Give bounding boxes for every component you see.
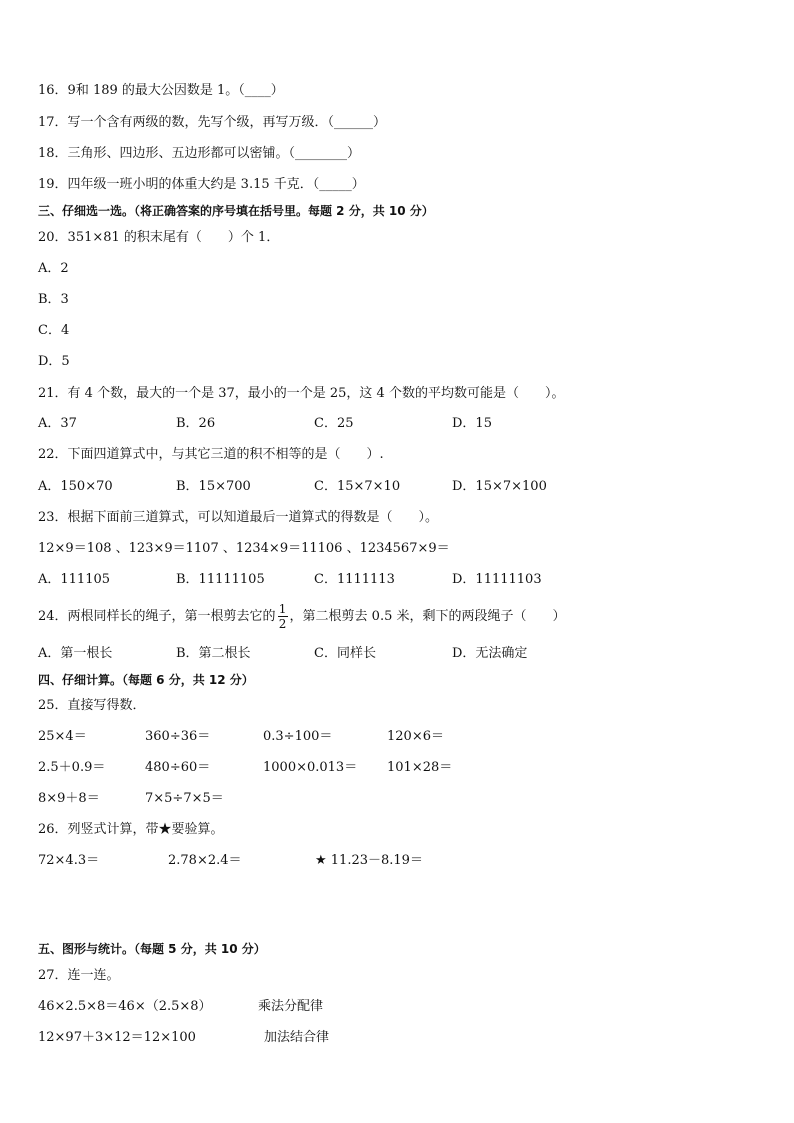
q26-item: 2.78×2.4＝ bbox=[168, 853, 242, 868]
q27-right-item: 加法结合律 bbox=[264, 1030, 330, 1045]
q25-item: 120×6＝ bbox=[387, 729, 444, 744]
q16: 16．9和 189 的最大公因数是 1。（____） bbox=[38, 83, 284, 98]
q20-option-d: D．5 bbox=[38, 354, 70, 369]
q21-option-b: B．26 bbox=[176, 416, 216, 431]
q27-right-item: 乘法分配律 bbox=[258, 999, 324, 1014]
q24 bbox=[38, 603, 566, 631]
q27-left-item: 46×2.5×8＝46×（2.5×8） bbox=[38, 999, 212, 1014]
fraction-one-half bbox=[278, 603, 288, 630]
q17: 17．写一个含有两级的数，先写个级，再写万级．（______） bbox=[38, 115, 387, 130]
q21: 21．有 4 个数，最大的一个是 37，最小的一个是 25，这 4 个数的平均数可能是（ ）。 bbox=[38, 386, 565, 401]
q25-item: 2.5＋0.9＝ bbox=[38, 760, 106, 775]
q26-item-star: ★ 11.23－8.19＝ bbox=[315, 853, 423, 868]
q21-option-a: A．37 bbox=[38, 416, 77, 431]
q22-option-d: D．15×7×100 bbox=[452, 479, 547, 494]
q20-option-c: C．4 bbox=[38, 323, 70, 338]
section-5-heading: 五、图形与统计。（每题 5 分，共 10 分） bbox=[38, 942, 266, 956]
q27: 27．连一连。 bbox=[38, 968, 120, 983]
q21-option-c: C．25 bbox=[314, 416, 354, 431]
fraction-numerator: 1 bbox=[278, 602, 287, 616]
q20-option-b: B．3 bbox=[38, 292, 69, 307]
q25-item: 8×9＋8＝ bbox=[38, 791, 100, 806]
q22-option-a: A．150×70 bbox=[38, 479, 113, 494]
section-3-heading: 三、仔细选一选。（将正确答案的序号填在括号里。每题 2 分，共 10 分） bbox=[38, 204, 434, 218]
q24-option-c: C．同样长 bbox=[314, 646, 376, 661]
q23-formula: 12×9＝108 、123×9＝1107 、1234×9＝11106 、1234567×9＝ bbox=[38, 541, 450, 556]
q22: 22．下面四道算式中，与其它三道的积不相等的是（ ）. bbox=[38, 447, 384, 462]
q25-item: 1000×0.013＝ bbox=[263, 760, 358, 775]
q24-option-d: D．无法确定 bbox=[452, 646, 528, 661]
q18: 18．三角形、四边形、五边形都可以密铺。（________） bbox=[38, 146, 361, 161]
q24-text-2: ，第二根剪去 0.5 米，剩下的两段绳子（ ） bbox=[289, 609, 566, 624]
q19: 19．四年级一班小明的体重大约是 3.15 千克．（_____） bbox=[38, 177, 365, 192]
q22-option-b: B．15×700 bbox=[176, 479, 251, 494]
q25-item: 7×5÷7×5＝ bbox=[145, 791, 224, 806]
q25-item: 360÷36＝ bbox=[145, 729, 211, 744]
section-4-heading: 四、仔细计算。（每题 6 分，共 12 分） bbox=[38, 673, 254, 687]
q23: 23．根据下面前三道算式，可以知道最后一道算式的得数是（ ）。 bbox=[38, 510, 439, 525]
q24-option-a: A．第一根长 bbox=[38, 646, 113, 661]
q22-option-c: C．15×7×10 bbox=[314, 479, 401, 494]
q23-option-a: A．111105 bbox=[38, 572, 111, 587]
q26-item: 72×4.3＝ bbox=[38, 853, 100, 868]
q23-option-c: C．1111113 bbox=[314, 572, 395, 587]
q24-text-1: 24．两根同样长的绳子，第一根剪去它的 bbox=[38, 609, 276, 624]
q20: 20．351×81 的积末尾有（ ）个 1． bbox=[38, 230, 280, 245]
q21-option-d: D．15 bbox=[452, 416, 492, 431]
q26: 26．列竖式计算，带★要验算。 bbox=[38, 822, 224, 837]
q23-option-b: B．11111105 bbox=[176, 572, 265, 587]
q25-item: 101×28＝ bbox=[387, 760, 453, 775]
q25-item: 25×4＝ bbox=[38, 729, 87, 744]
q20-option-a: A．2 bbox=[38, 261, 69, 276]
q27-left-item: 12×97＋3×12＝12×100 bbox=[38, 1030, 196, 1045]
q25: 25．直接写得数． bbox=[38, 698, 146, 713]
q23-option-d: D．11111103 bbox=[452, 572, 542, 587]
q25-item: 0.3÷100＝ bbox=[263, 729, 333, 744]
fraction-denominator: 2 bbox=[278, 617, 287, 631]
q25-item: 480÷60＝ bbox=[145, 760, 211, 775]
q24-option-b: B．第二根长 bbox=[176, 646, 251, 661]
